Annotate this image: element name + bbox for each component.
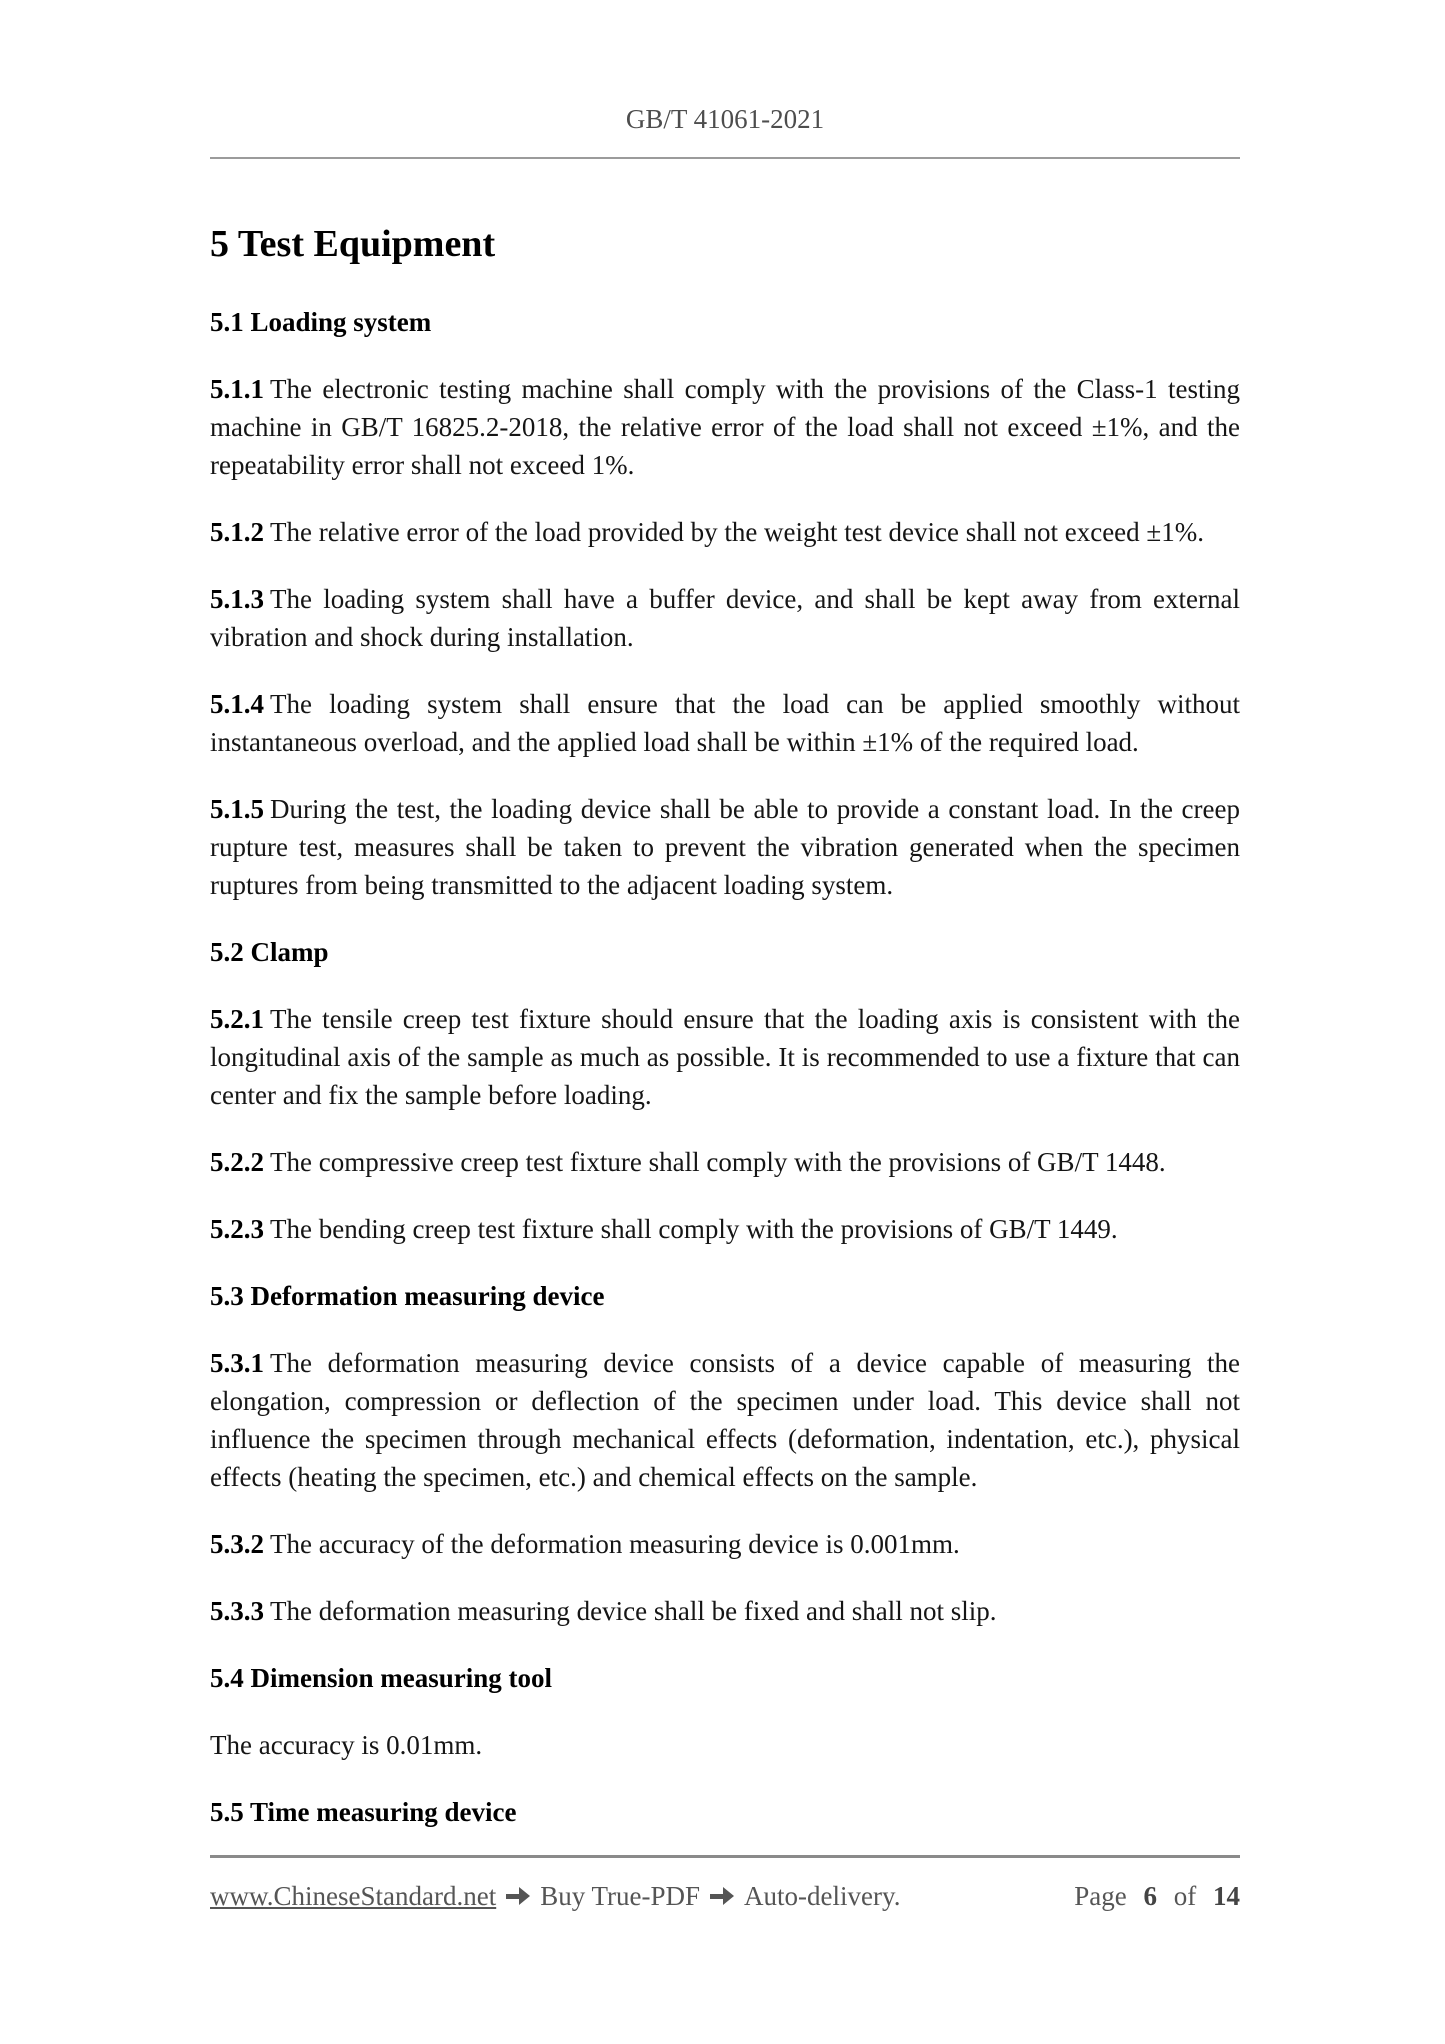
website-link[interactable]: www.ChineseStandard.net — [210, 1881, 497, 1911]
document-content — [210, 0, 1240, 1860]
clause-number: 5.1.1 — [210, 374, 264, 404]
clause-number: 5.1.4 — [210, 689, 264, 719]
clause-number: 5.3.3 — [210, 1596, 264, 1626]
clause-text: The compressive creep test fixture shall comply with the provisions of GB/T 1448. — [270, 1147, 1166, 1177]
clause-paragraph — [210, 513, 1240, 551]
paragraph: The accuracy is 0.01mm. — [210, 1730, 483, 1760]
footer-promo — [210, 1880, 900, 1912]
clause-number: 5.2.3 — [210, 1214, 264, 1244]
clause-text: The deformation measuring device consists of a device capable of measuring the elongation, compression or deflection of the specimen under load. This device shall not influence the specimen through mechanical effects (deformation, indentation, etc.), physical effects (heating the specimen, etc.) and chemical effects on the sample. — [210, 1348, 1240, 1492]
clause-paragraph — [210, 790, 1240, 904]
footer-row — [210, 1880, 1240, 1912]
footer-divider — [210, 1855, 1240, 1858]
section-heading: 5.1 Loading system — [210, 307, 432, 337]
section-heading: 5.5 Time measuring device — [210, 1797, 517, 1827]
clause-text: The tensile creep test fixture should ensure that the loading axis is consistent with the longitudinal axis of the sample as much as possible. It is recommended to use a fixture that can center and fix the sample before loading. — [210, 1004, 1240, 1110]
clause-text: The relative error of the load provided by the weight test device shall not exceed ±1%. — [270, 517, 1204, 547]
page-footer — [210, 1855, 1240, 1912]
clause-text: The accuracy of the deformation measuring device is 0.001mm. — [270, 1529, 960, 1559]
arrow-right-icon — [709, 1886, 735, 1906]
section-heading: 5.3 Deformation measuring device — [210, 1281, 605, 1311]
clause-paragraph — [210, 1000, 1240, 1114]
page-indicator — [1074, 1880, 1240, 1912]
clause-text: The loading system shall have a buffer device, and shall be kept away from external vibration and shock during installation. — [210, 584, 1240, 652]
clause-number: 5.2.1 — [210, 1004, 264, 1034]
page-title: 5 Test Equipment — [210, 223, 496, 265]
clause-number: 5.3.2 — [210, 1529, 264, 1559]
clause-text: The electronic testing machine shall comply with the provisions of the Class-1 testing machine in GB/T 16825.2-2018, the relative error of the load shall not exceed ±1%, and the repeatability error shall not exceed 1%. — [210, 374, 1240, 480]
running-header-standard-code: GB/T 41061-2021 — [625, 104, 825, 134]
section-heading: 5.2 Clamp — [210, 937, 329, 967]
section-heading: 5.4 Dimension measuring tool — [210, 1663, 553, 1693]
current-page-number: 6 — [1143, 1881, 1157, 1911]
clause-text: The loading system shall ensure that the load can be applied smoothly without instantaneous overload, and the applied load shall be within ±1% of the required load. — [210, 689, 1240, 757]
clause-number: 5.1.5 — [210, 794, 264, 824]
clause-paragraph — [210, 685, 1240, 761]
of-word: of — [1173, 1881, 1197, 1911]
arrow-right-icon — [505, 1886, 531, 1906]
clause-number: 5.2.2 — [210, 1147, 264, 1177]
clause-text: The bending creep test fixture shall comply with the provisions of GB/T 1449. — [270, 1214, 1118, 1244]
total-page-number: 14 — [1213, 1881, 1240, 1911]
clause-paragraph — [210, 370, 1240, 484]
clause-paragraph — [210, 1592, 1240, 1630]
clause-text: During the test, the loading device shall be able to provide a constant load. In the creep rupture test, measures shall be taken to prevent the vibration generated when the specimen ruptures from being transmitted to the adjacent loading system. — [210, 794, 1240, 900]
page-word: Page — [1074, 1881, 1127, 1911]
clause-number: 5.3.1 — [210, 1348, 264, 1378]
clause-paragraph — [210, 1143, 1240, 1181]
buy-true-pdf-label: Buy True-PDF — [540, 1881, 701, 1911]
header-divider — [210, 157, 1240, 159]
clause-text: The deformation measuring device shall be fixed and shall not slip. — [270, 1596, 997, 1626]
document-body — [210, 303, 1240, 1831]
auto-delivery-label: Auto-delivery. — [744, 1881, 901, 1911]
clause-paragraph — [210, 580, 1240, 656]
clause-paragraph — [210, 1525, 1240, 1563]
clause-number: 5.1.3 — [210, 584, 264, 614]
clause-number: 5.1.2 — [210, 517, 264, 547]
clause-paragraph — [210, 1344, 1240, 1496]
clause-paragraph — [210, 1210, 1240, 1248]
